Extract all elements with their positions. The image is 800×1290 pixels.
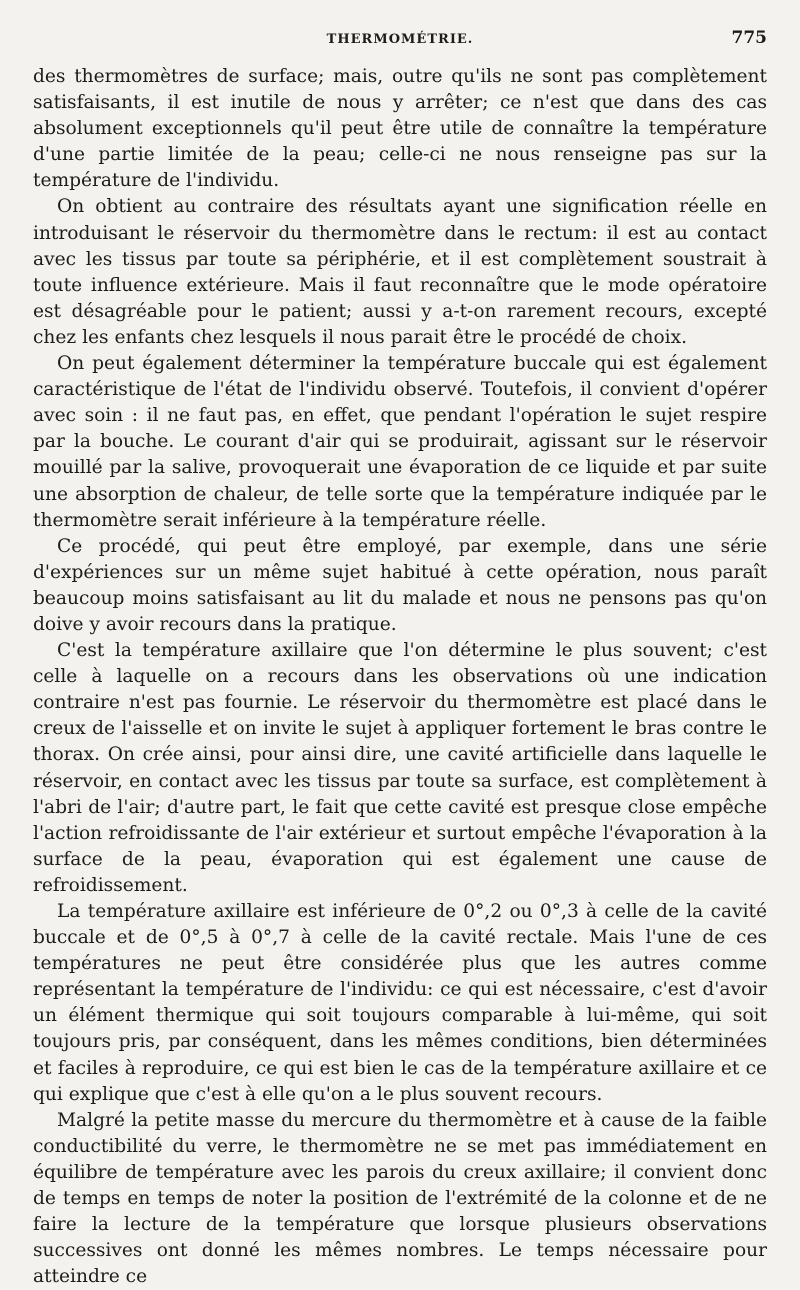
paragraph-5: C'est la température axillaire que l'on détermine le plus souvent; c'est celle à laquelle on a recours dans les observations où une indication contraire n'est pas fournie. Le réservoir du thermomètre est placé dans le creux de l'aisselle et on invite le sujet à appliquer fortement le bras contre le thorax. On crée ainsi, pour ainsi dire, une cavité artificielle dans laquelle le réservoir, en contact avec les tissus par toute sa surface, est complètement à l'abri de l'air; d'autre part, le fait que cette cavité est presque close empêche l'action refroidissante de l'air extérieur et surtout empêche l'évaporation à la surface de la peau, évaporation qui est également une cause de refroidissement.	[33, 640, 767, 896]
paragraph-4: Ce procédé, qui peut être employé, par exemple, dans une série d'expériences sur un même sujet habitué à cette opération, nous paraît beaucoup moins satisfaisant au lit du malade et nous ne pensons pas qu'on doive y avoir recours dans la pratique.	[33, 535, 767, 635]
running-head	[33, 28, 767, 52]
page-number: 775	[731, 28, 767, 48]
paragraph-1: des thermomètres de surface; mais, outre qu'ils ne sont pas complètement satisfaisants, il est inutile de nous y arrêter; ce n'est que dans des cas absolument exceptionnels qu'il peut être utile de connaître la température d'une partie limitée de la peau; celle-ci ne nous renseigne pas sur la température de l'individu.	[33, 66, 767, 192]
running-title: THERMOMÉTRIE.	[326, 32, 474, 47]
paragraph-3: On peut également déterminer la température buccale qui est également caractéristique de l'état de l'individu observé. Toutefois, il convient d'opérer avec soin : il ne faut pas, en effet, que pendant l'opération le sujet respire par la bouche. Le courant d'air qui se produirait, agissant sur le réservoir mouillé par la salive, provoquerait une évaporation de ce liquide et par suite une absorption de chaleur, de telle sorte que la température indiquée par le thermomètre serait inférieure à la température réelle.	[33, 353, 767, 531]
paragraph-7: Malgré la petite masse du mercure du thermomètre et à cause de la faible conductibilité du verre, le thermomètre ne se met pas immédiatement en équilibre de température avec les parois du creux axillaire; il convient donc de temps en temps de noter la position de l'extrémité de la colonne et de ne faire la lecture de la température que lorsque plusieurs observations successives ont donné les mêmes nombres. Le temps nécessaire pour atteindre ce	[33, 1109, 767, 1288]
paragraph-2: On obtient au contraire des résultats ayant une signification réelle en introduisant le réservoir du thermomètre dans le rectum: il est au contact avec les tissus par toute sa périphérie, et il est complètement soustrait à toute influence extérieure. Mais il faut reconnaître que le mode opératoire est désagréable pour le patient; aussi y a-t-on rarement recours, excepté chez les enfants chez lesquels il nous parait être le procédé de choix.	[33, 196, 767, 348]
body-text	[33, 64, 767, 1290]
paragraph-6: La température axillaire est inférieure de 0°,2 ou 0°,3 à celle de la cavité buccale et de 0°,5 à 0°,7 à celle de la cavité rectale. Mais l'une de ces températures ne peut être considérée plus que les autres comme représentant la température de l'individu: ce qui est nécessaire, c'est d'avoir un élément thermique qui soit toujours comparable à lui-même, qui soit toujours pris, par conséquent, dans les mêmes conditions, bien déterminées et faciles à reproduire, ce qui est bien le cas de la température axillaire et ce qui explique que c'est à elle qu'on a le plus souvent recours.	[33, 901, 767, 1105]
